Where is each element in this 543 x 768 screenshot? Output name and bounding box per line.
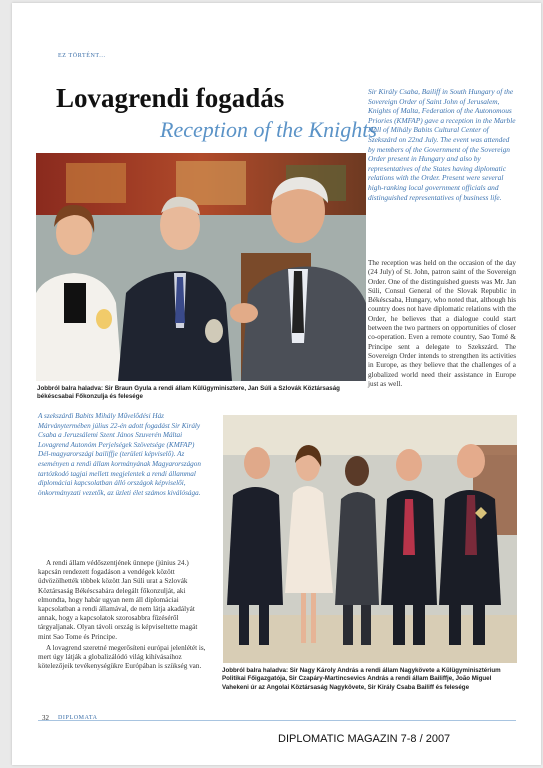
magazine-issue: DIPLOMATIC MAGAZIN 7-8 / 2007 bbox=[278, 733, 451, 745]
page-title: Lovagrendi fogadás bbox=[56, 83, 285, 113]
reception-photo-1 bbox=[36, 153, 366, 381]
footer-divider bbox=[38, 720, 516, 721]
hungarian-paragraph: A lovagrend szeretné megerősíteni európai jelenlétét is, mert úgy látják a globalizálódó világ kihívásaihoz kötelezőjeik tevékenységükre Európában is szükség van. bbox=[38, 643, 206, 671]
magazine-page bbox=[12, 3, 541, 765]
hungarian-intro-paragraph: A szekszárdi Babits Mihály Művelődési Ház Márványtermében július 22-én adott fogadást Sir Király Csaba a Jeruzsálemi Szent János Szuverén Máltai Lovagrend Autonóm Perjelségek Szövetsége (KMFAP) Dél-magyarországi bailiffje (területi képviselő). Az eseményen a rendi állam kormányának Magyarországon tartózkodó tagjai mellett megjelentek a rendi állammal diplomáciai kapcsolatban álló országok képviselői, önkormányzati vezetők, az üzleti élet számos kiválósága. bbox=[38, 412, 201, 497]
english-body-text: The reception was held on the occasion of the day (24 July) of St. John, patron saint of the Sovereign Order. One of the distinguished guests was Mr. Jan Súli, Consul General of the Slovak Republic in Békéscsaba, Hungary, who noted that, although his country does not have diplomatic relations with the Order, he believes that a dialogue could start between the two partners on opportunities of closer co-operation. Even a remote country, Sao Tomé & Principe sent a delegate to Szekszárd. The Sovereign Order intends to strengthen its activities in Europe, as they believe that the challenges of a globalized world need their assistance in Europe just as well. bbox=[368, 259, 516, 388]
page-subtitle: Reception of the Knights bbox=[160, 117, 377, 142]
photo-1-caption: Jobbról balra haladva: Sir Braun Gyula a rendi állam Külügyminisztere, Jan Súli a Szlovák Köztársaság békéscsabai Főkonzulja és felesége bbox=[37, 385, 340, 401]
group-photo-illustration bbox=[223, 415, 517, 663]
footer-brand: DIPLOMATA bbox=[58, 715, 98, 721]
hungarian-body-text bbox=[38, 559, 206, 673]
section-label: EZ TÖRTÉNT... bbox=[58, 53, 106, 59]
photo-illustration bbox=[36, 153, 366, 381]
page-number: 32 bbox=[42, 714, 49, 722]
reception-photo-2 bbox=[223, 415, 517, 663]
intro-paragraph: Sir Király Csaba, Bailiff in South Hungary of the Sovereign Order of Saint John of Jerusalem, Knights of Malta, Federation of the Autonomous Priories (KMFAP) gave a reception in the Marble Hall of Mihály Babits Cultural Center of Szekszárd on 22nd July. The event was attended by members of the Government of the Sovereign Order present in Hungary and also by representatives of the States having diplomatic relations with the Order. Present were several high-ranking local government officials and distinguished representatives of business life. bbox=[368, 87, 516, 202]
hungarian-paragraph: A rendi állam védőszentjének ünnepe (június 24.) kapcsán rendezett fogadáson a vendégek között üdvözölhették többek között Jan Súli urat a Szlovák Köztársaság Békéscsabára delegált főkonzulját, aki elmondta, hogy habár ugyan nem áll diplomáciai kapcsolatban a rendi államával, de nem látja akadályát annak, hogy a kapcsolatok szorosabbra fűzéséről tárgyaljanak. Olyan távoli ország is képviseltette magát mint Sao Tome és Principe. bbox=[38, 559, 198, 641]
photo-2-caption: Jobbról balra haladva: Sir Nagy Károly András a rendi állam Nagykövete a Külügyminisztérium Politikai Főigazgatója, Sir Czapáry-Martincsevics András a rendi állam Bailiffje, João Miguel Vahekeni úr az Angolai Köztársaság Nagykövete, Sir Király Csaba Bailiff és felesége bbox=[222, 667, 501, 691]
